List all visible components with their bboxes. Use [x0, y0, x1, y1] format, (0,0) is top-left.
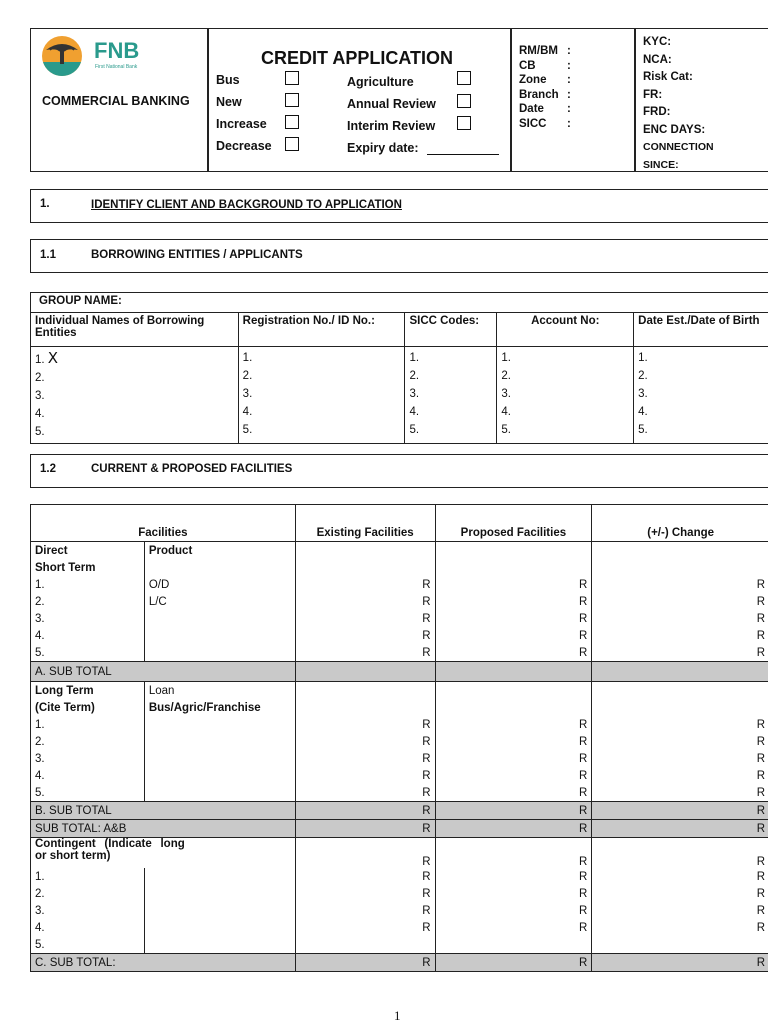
row-num: 2. [31, 733, 145, 750]
product-lc: L/C [144, 593, 295, 610]
row-num: 1. [31, 576, 145, 593]
empty-cell [144, 767, 295, 784]
empty-cell [144, 750, 295, 767]
registration-cell[interactable] [238, 347, 405, 444]
contingent-row-4 [31, 919, 768, 936]
empty-cell [435, 936, 592, 954]
loan-types-label: Bus/Agric/Franchise [144, 699, 295, 716]
empty-cell [144, 716, 295, 733]
sicc-row-4: 4. [409, 406, 420, 418]
fnb-logo [38, 34, 188, 78]
empty-cell [144, 936, 295, 954]
empty-cell [435, 699, 592, 716]
cite-term-label: (Cite Term) [31, 699, 145, 716]
long-row-3 [31, 750, 768, 767]
change-amount[interactable]: R [592, 868, 768, 885]
type-increase: Increase [216, 117, 267, 131]
empty-cell [295, 936, 435, 954]
row-num: 4. [31, 767, 145, 784]
entity-row-1: 1. X [35, 349, 59, 367]
meta-kyc: KYC: [643, 36, 672, 48]
direct-row [31, 542, 768, 560]
row-num: 1. [31, 716, 145, 733]
subtotal-ab-label: SUB TOTAL: A&B [31, 820, 296, 838]
subtotal-c-row [31, 954, 768, 972]
sicc-row-2: 2. [409, 370, 420, 382]
existing-amount[interactable]: R [295, 767, 435, 784]
reg-row-5: 5. [242, 424, 253, 436]
existing-amount[interactable]: R [295, 868, 435, 885]
acc-row-2: 2. [501, 370, 511, 382]
empty-cell [144, 784, 295, 802]
empty-cell [592, 699, 768, 716]
empty-cell [295, 662, 435, 682]
change-amount[interactable]: R [592, 802, 768, 820]
contingent-row [31, 838, 768, 869]
proposed-amount[interactable]: R [435, 767, 592, 784]
proposed-amount[interactable]: R [435, 593, 592, 610]
reg-row-2: 2. [242, 370, 253, 382]
meta-frd: FRD: [643, 106, 671, 118]
date-est-cell[interactable] [634, 347, 768, 444]
existing-amount[interactable]: R [295, 750, 435, 767]
empty-cell [592, 662, 768, 682]
proposed-amount[interactable]: R [435, 610, 592, 627]
section-11-number: 1.1 [40, 249, 56, 261]
short-row-3 [31, 610, 768, 627]
checkbox-interim-review[interactable] [457, 116, 471, 130]
existing-amount[interactable]: R [295, 784, 435, 802]
proposed-amount[interactable]: R [435, 716, 592, 733]
entity-row-2: 2. [35, 372, 45, 384]
section-11-title: BORROWING ENTITIES / APPLICANTS [91, 249, 303, 261]
checkbox-agriculture[interactable] [457, 71, 471, 85]
reg-row-3: 3. [242, 388, 253, 400]
row-num: 1. [31, 868, 145, 885]
long-row-1 [31, 716, 768, 733]
existing-amount[interactable]: R [295, 576, 435, 593]
row-num: 5. [31, 784, 145, 802]
header-divider-1 [207, 28, 209, 172]
empty-cell [144, 902, 295, 919]
change-amount[interactable]: R [592, 576, 768, 593]
change-amount[interactable]: R [592, 902, 768, 919]
meta-connection: CONNECTION [643, 141, 714, 153]
meta-sicc: SICC : [519, 117, 571, 130]
change-amount[interactable]: R [592, 885, 768, 902]
entity-row-3: 3. [35, 390, 45, 402]
checkbox-increase[interactable] [285, 115, 299, 129]
acc-row-4: 4. [501, 406, 511, 418]
sicc-row-5: 5. [409, 424, 420, 436]
page-number: 1 [394, 1008, 401, 1023]
fnb-tree-icon [38, 34, 86, 78]
empty-cell [592, 559, 768, 576]
expiry-date-label: Expiry date: [347, 141, 419, 155]
subtotal-ab-row [31, 820, 768, 838]
logo-text: FNB [94, 38, 140, 63]
date-row-5: 5. [638, 424, 648, 436]
change-amount[interactable]: R [592, 644, 768, 662]
product-empty [144, 644, 295, 662]
col-change: (+/-) Change [592, 505, 768, 542]
change-amount[interactable]: R [592, 919, 768, 936]
subtotal-b-row [31, 802, 768, 820]
acc-row-5: 5. [501, 424, 511, 436]
empty-cell [144, 559, 295, 576]
meta-zone: Zone : [519, 74, 571, 86]
group-name-row [30, 292, 768, 313]
meta-branch: Branch : [519, 88, 571, 101]
contingent-row-3 [31, 902, 768, 919]
long-term-row [31, 682, 768, 700]
reg-row-1: 1. [242, 352, 253, 364]
empty-cell [435, 559, 592, 576]
empty-cell [592, 936, 768, 954]
subtotal-a-label: A. SUB TOTAL [31, 662, 296, 682]
entities-body-row [31, 347, 768, 444]
empty-cell [435, 662, 592, 682]
contingent-row-2 [31, 885, 768, 902]
change-amount[interactable]: R [592, 820, 768, 838]
header-divider-2 [510, 28, 512, 172]
empty-cell [144, 885, 295, 902]
proposed-amount[interactable]: R [435, 733, 592, 750]
meta-mid [519, 44, 571, 131]
change-amount[interactable]: R [592, 627, 768, 644]
type-decrease: Decrease [216, 139, 272, 153]
existing-amount[interactable]: R [295, 627, 435, 644]
product-empty [144, 627, 295, 644]
row-num: 2. [31, 593, 145, 610]
existing-amount[interactable]: R [295, 802, 435, 820]
existing-amount[interactable]: R [295, 954, 435, 972]
change-amount[interactable]: R [592, 750, 768, 767]
long-row-2 [31, 733, 768, 750]
change-amount[interactable]: R [592, 767, 768, 784]
col-date-est: Date Est./Date of Birth [634, 313, 768, 347]
subtotal-c-label: C. SUB TOTAL: [31, 954, 296, 972]
checkbox-annual-review[interactable] [457, 94, 471, 108]
change-amount[interactable]: R [592, 954, 768, 972]
empty-cell [295, 699, 435, 716]
entities-header-row [31, 313, 768, 347]
existing-amount[interactable]: R [295, 919, 435, 936]
empty-cell [295, 542, 435, 560]
facilities-header-row [31, 505, 768, 542]
change-amount[interactable]: R [592, 838, 768, 869]
account-cell[interactable] [497, 347, 634, 444]
reg-row-4: 4. [242, 406, 253, 418]
direct-label: Direct [31, 542, 145, 560]
existing-amount[interactable]: R [295, 716, 435, 733]
row-num: 2. [31, 885, 145, 902]
existing-amount[interactable]: R [295, 610, 435, 627]
meta-since: SINCE: [643, 158, 679, 171]
entity-row-5: 5. [35, 426, 45, 438]
type-bus: Bus [216, 73, 240, 87]
existing-amount[interactable]: R [295, 733, 435, 750]
type-new: New [216, 95, 242, 109]
proposed-amount[interactable]: R [435, 627, 592, 644]
type-agriculture: Agriculture [347, 75, 414, 89]
proposed-amount[interactable]: R [435, 750, 592, 767]
entity-row-4: 4. [35, 408, 45, 420]
existing-amount[interactable]: R [295, 820, 435, 838]
row-num: 3. [31, 750, 145, 767]
row-num: 5. [31, 644, 145, 662]
section-12-title: CURRENT & PROPOSED FACILITIES [91, 463, 293, 475]
subtotal-a-row [31, 662, 768, 682]
existing-amount[interactable]: R [295, 644, 435, 662]
subtotal-b-label: B. SUB TOTAL [31, 802, 296, 820]
loan-label: Loan [144, 682, 295, 700]
entities-table [30, 312, 768, 444]
empty-cell [592, 542, 768, 560]
proposed-amount[interactable]: R [435, 954, 592, 972]
meta-rmbm: RM/BM : [519, 45, 571, 57]
row-num: 4. [31, 627, 145, 644]
meta-cb: CB : [519, 59, 571, 72]
existing-amount[interactable]: R [295, 838, 435, 869]
checkbox-bus[interactable] [285, 71, 299, 85]
section-12-number: 1.2 [40, 463, 56, 475]
form-title: CREDIT APPLICATION [261, 48, 453, 68]
type-annual-review: Annual Review [347, 97, 436, 111]
col-proposed: Proposed Facilities [435, 505, 592, 542]
proposed-amount[interactable]: R [435, 644, 592, 662]
short-term-label: Short Term [31, 559, 145, 576]
logo-subtext: First National Bank [95, 64, 138, 70]
handwritten-x-mark: X [47, 349, 59, 367]
row-num: 3. [31, 610, 145, 627]
proposed-amount[interactable]: R [435, 868, 592, 885]
product-empty [144, 610, 295, 627]
change-amount[interactable]: R [592, 716, 768, 733]
long-term-label: Long Term [31, 682, 145, 700]
date-row-3: 3. [638, 388, 648, 400]
short-term-row [31, 559, 768, 576]
facilities-table [30, 504, 768, 972]
empty-cell [295, 682, 435, 700]
empty-cell [295, 559, 435, 576]
proposed-amount[interactable]: R [435, 838, 592, 869]
change-amount[interactable]: R [592, 733, 768, 750]
empty-cell [144, 868, 295, 885]
meta-right [643, 34, 714, 174]
proposed-amount[interactable]: R [435, 919, 592, 936]
section-1-number: 1. [40, 198, 50, 210]
group-name-label: GROUP NAME: [39, 295, 122, 307]
proposed-amount[interactable]: R [435, 784, 592, 802]
contingent-label: Contingent (Indicate long or short term) [31, 838, 296, 869]
long-row-4 [31, 767, 768, 784]
meta-nca: NCA: [643, 53, 672, 66]
proposed-amount[interactable]: R [435, 802, 592, 820]
row-num: 3. [31, 902, 145, 919]
short-row-4 [31, 627, 768, 644]
contingent-row-5 [31, 936, 768, 954]
col-existing: Existing Facilities [295, 505, 435, 542]
meta-fr: FR: [643, 88, 663, 101]
col-registration: Registration No./ ID No.: [238, 313, 405, 347]
col-names: Individual Names of Borrowing Entities [31, 313, 239, 347]
header-divider-3 [634, 28, 636, 172]
empty-cell [435, 542, 592, 560]
empty-cell [144, 919, 295, 936]
short-row-5 [31, 644, 768, 662]
empty-cell [435, 682, 592, 700]
acc-row-3: 3. [501, 388, 511, 400]
sicc-row-3: 3. [409, 388, 420, 400]
sicc-row-1: 1. [409, 352, 420, 364]
existing-amount[interactable]: R [295, 902, 435, 919]
existing-amount[interactable]: R [295, 593, 435, 610]
change-amount[interactable]: R [592, 784, 768, 802]
row-num: 5. [31, 936, 145, 954]
meta-risk-cat: Risk Cat: [643, 71, 693, 83]
change-amount[interactable]: R [592, 610, 768, 627]
change-amount[interactable]: R [592, 593, 768, 610]
names-cell[interactable] [31, 347, 239, 444]
date-row-4: 4. [638, 406, 648, 418]
acc-row-1: 1. [501, 352, 511, 364]
date-row-1: 1. [638, 352, 648, 364]
meta-enc-days: ENC DAYS: [643, 123, 706, 136]
meta-date: Date : [519, 103, 571, 115]
empty-cell [144, 733, 295, 750]
col-account: Account No: [497, 313, 634, 347]
short-row-1 [31, 576, 768, 593]
contingent-row-1 [31, 868, 768, 885]
proposed-amount[interactable]: R [435, 885, 592, 902]
sicc-cell[interactable] [405, 347, 497, 444]
long-row-5 [31, 784, 768, 802]
cite-term-row [31, 699, 768, 716]
col-facilities: Facilities [31, 505, 296, 542]
product-od: O/D [144, 576, 295, 593]
short-row-2 [31, 593, 768, 610]
checkbox-new[interactable] [285, 93, 299, 107]
product-label: Product [144, 542, 295, 560]
row-num: 4. [31, 919, 145, 936]
division-label: COMMERCIAL BANKING [42, 94, 190, 108]
section-1-title: IDENTIFY CLIENT AND BACKGROUND TO APPLICATION [91, 199, 402, 211]
proposed-amount[interactable]: R [435, 576, 592, 593]
expiry-date-field[interactable] [427, 154, 499, 155]
checkbox-decrease[interactable] [285, 137, 299, 151]
col-sicc: SICC Codes: [405, 313, 497, 347]
proposed-amount[interactable]: R [435, 820, 592, 838]
empty-cell [592, 682, 768, 700]
proposed-amount[interactable]: R [435, 902, 592, 919]
existing-amount[interactable]: R [295, 885, 435, 902]
type-interim-review: Interim Review [347, 119, 436, 133]
date-row-2: 2. [638, 370, 648, 382]
